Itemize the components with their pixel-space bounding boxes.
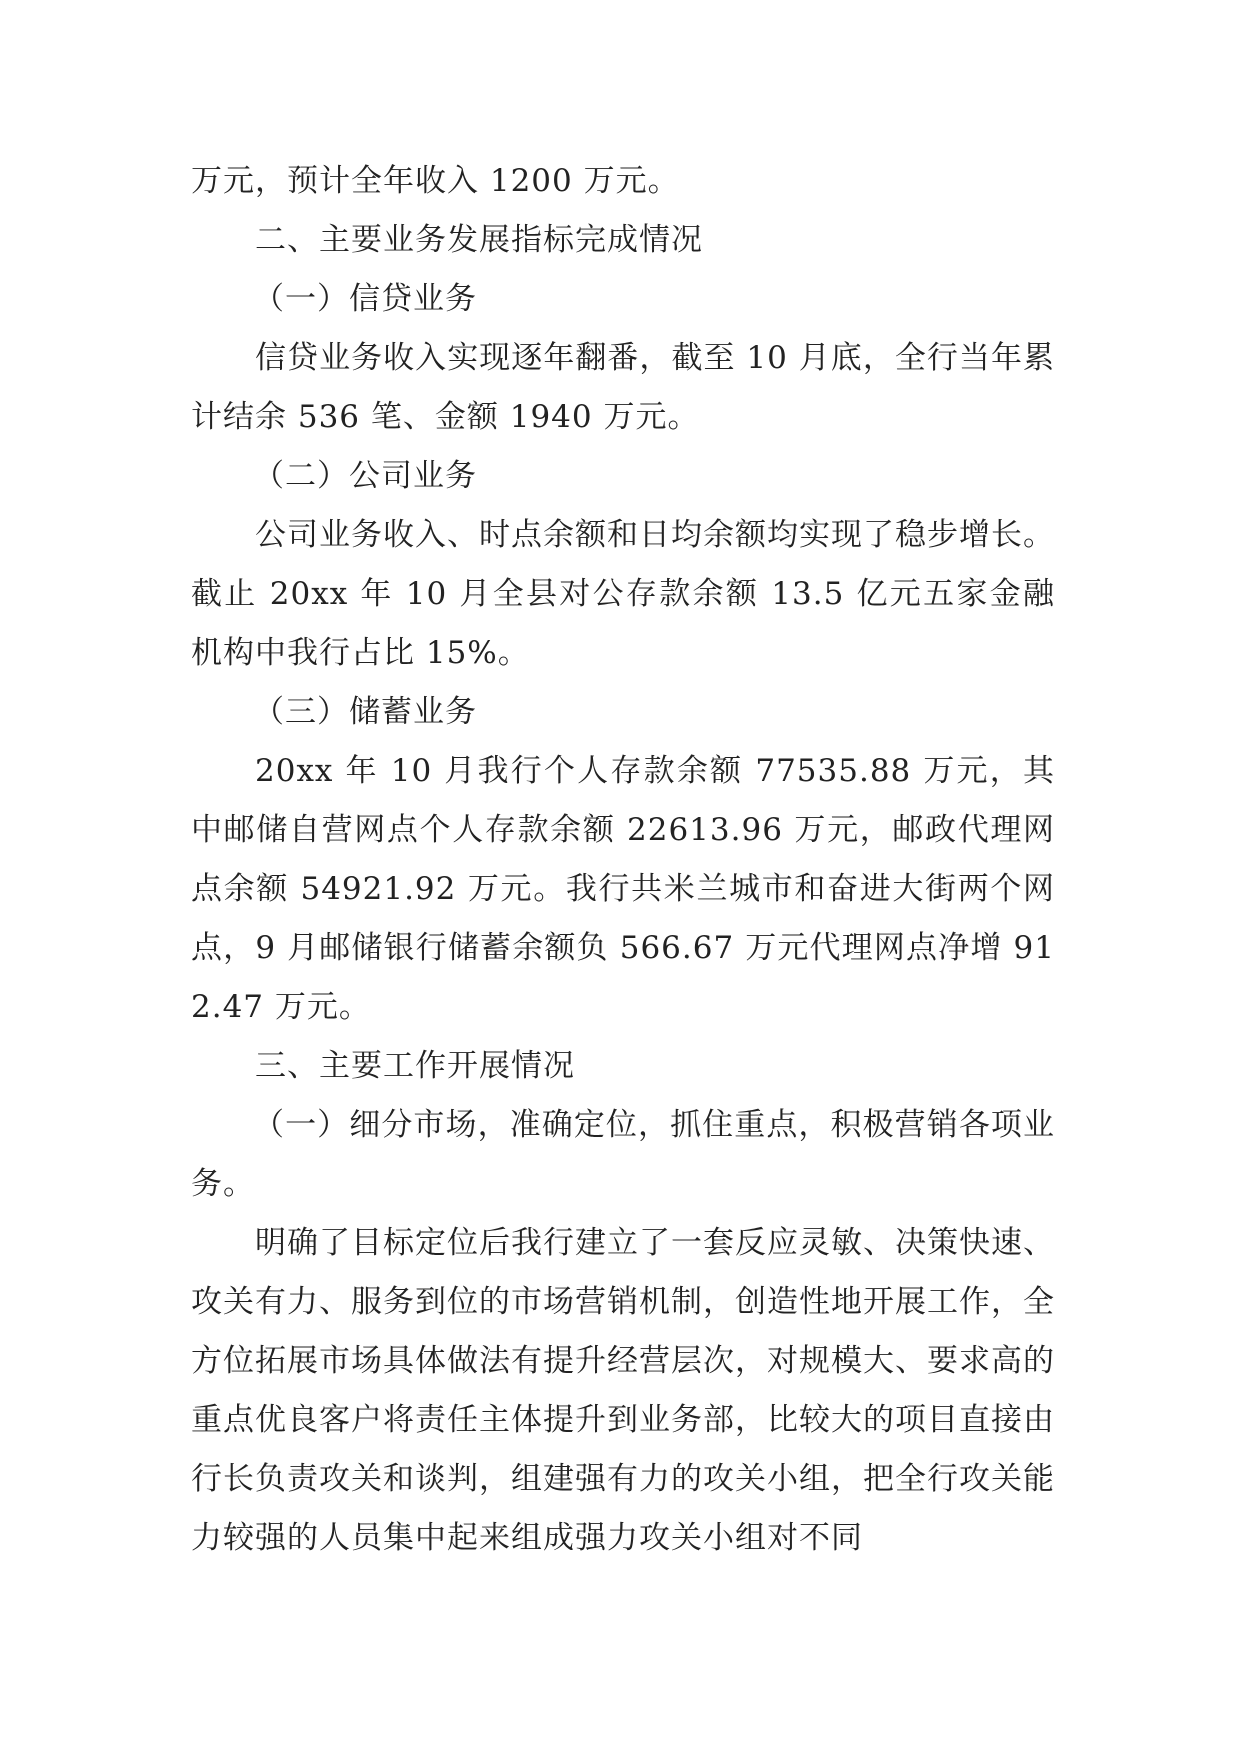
paragraph-corporate-business: 公司业务收入、时点余额和日均余额均实现了稳步增长。截止 20xx 年 10 月全县对公存款余额 13.5 亿元五家金融机构中我行占比 15%。 [191, 517, 1055, 671]
document-content [191, 152, 1055, 1568]
subsection-heading-market-segmentation: （一）细分市场，准确定位，抓住重点，积极营销各项业务。 [191, 1107, 1055, 1202]
paragraph-savings-business: 20xx 年 10 月我行个人存款余额 77535.88 万元，其中邮储自营网点个人存款余额 22613.96 万元，邮政代理网点余额 54921.92 万元。我行共米兰城市和奋进大街两个网点，9 月邮储银行储蓄余额负 566.67 万元代理网点净增 912.47 万元。 [191, 753, 1055, 1025]
subsection-heading-credit: （一）信贷业务 [253, 281, 477, 317]
paragraph-continuation: 万元，预计全年收入 1200 万元。 [191, 163, 680, 199]
subsection-heading-corporate: （二）公司业务 [253, 458, 477, 494]
subsection-heading-savings: （三）储蓄业务 [253, 694, 477, 730]
section-heading-main-work: 三、主要工作开展情况 [255, 1048, 575, 1084]
paragraph-credit-business: 信贷业务收入实现逐年翻番，截至 10 月底，全行当年累计结余 536 笔、金额 1940 万元。 [191, 340, 1055, 435]
paragraph-marketing-mechanism: 明确了目标定位后我行建立了一套反应灵敏、决策快速、攻关有力、服务到位的市场营销机制，创造性地开展工作，全方位拓展市场具体做法有提升经营层次，对规模大、要求高的重点优良客户将责任主体提升到业务部，比较大的项目直接由行长负责攻关和谈判，组建强有力的攻关小组，把全行攻关能力较强的人员集中起来组成强力攻关小组对不同 [191, 1225, 1055, 1556]
section-heading-main-indicators: 二、主要业务发展指标完成情况 [255, 222, 703, 258]
